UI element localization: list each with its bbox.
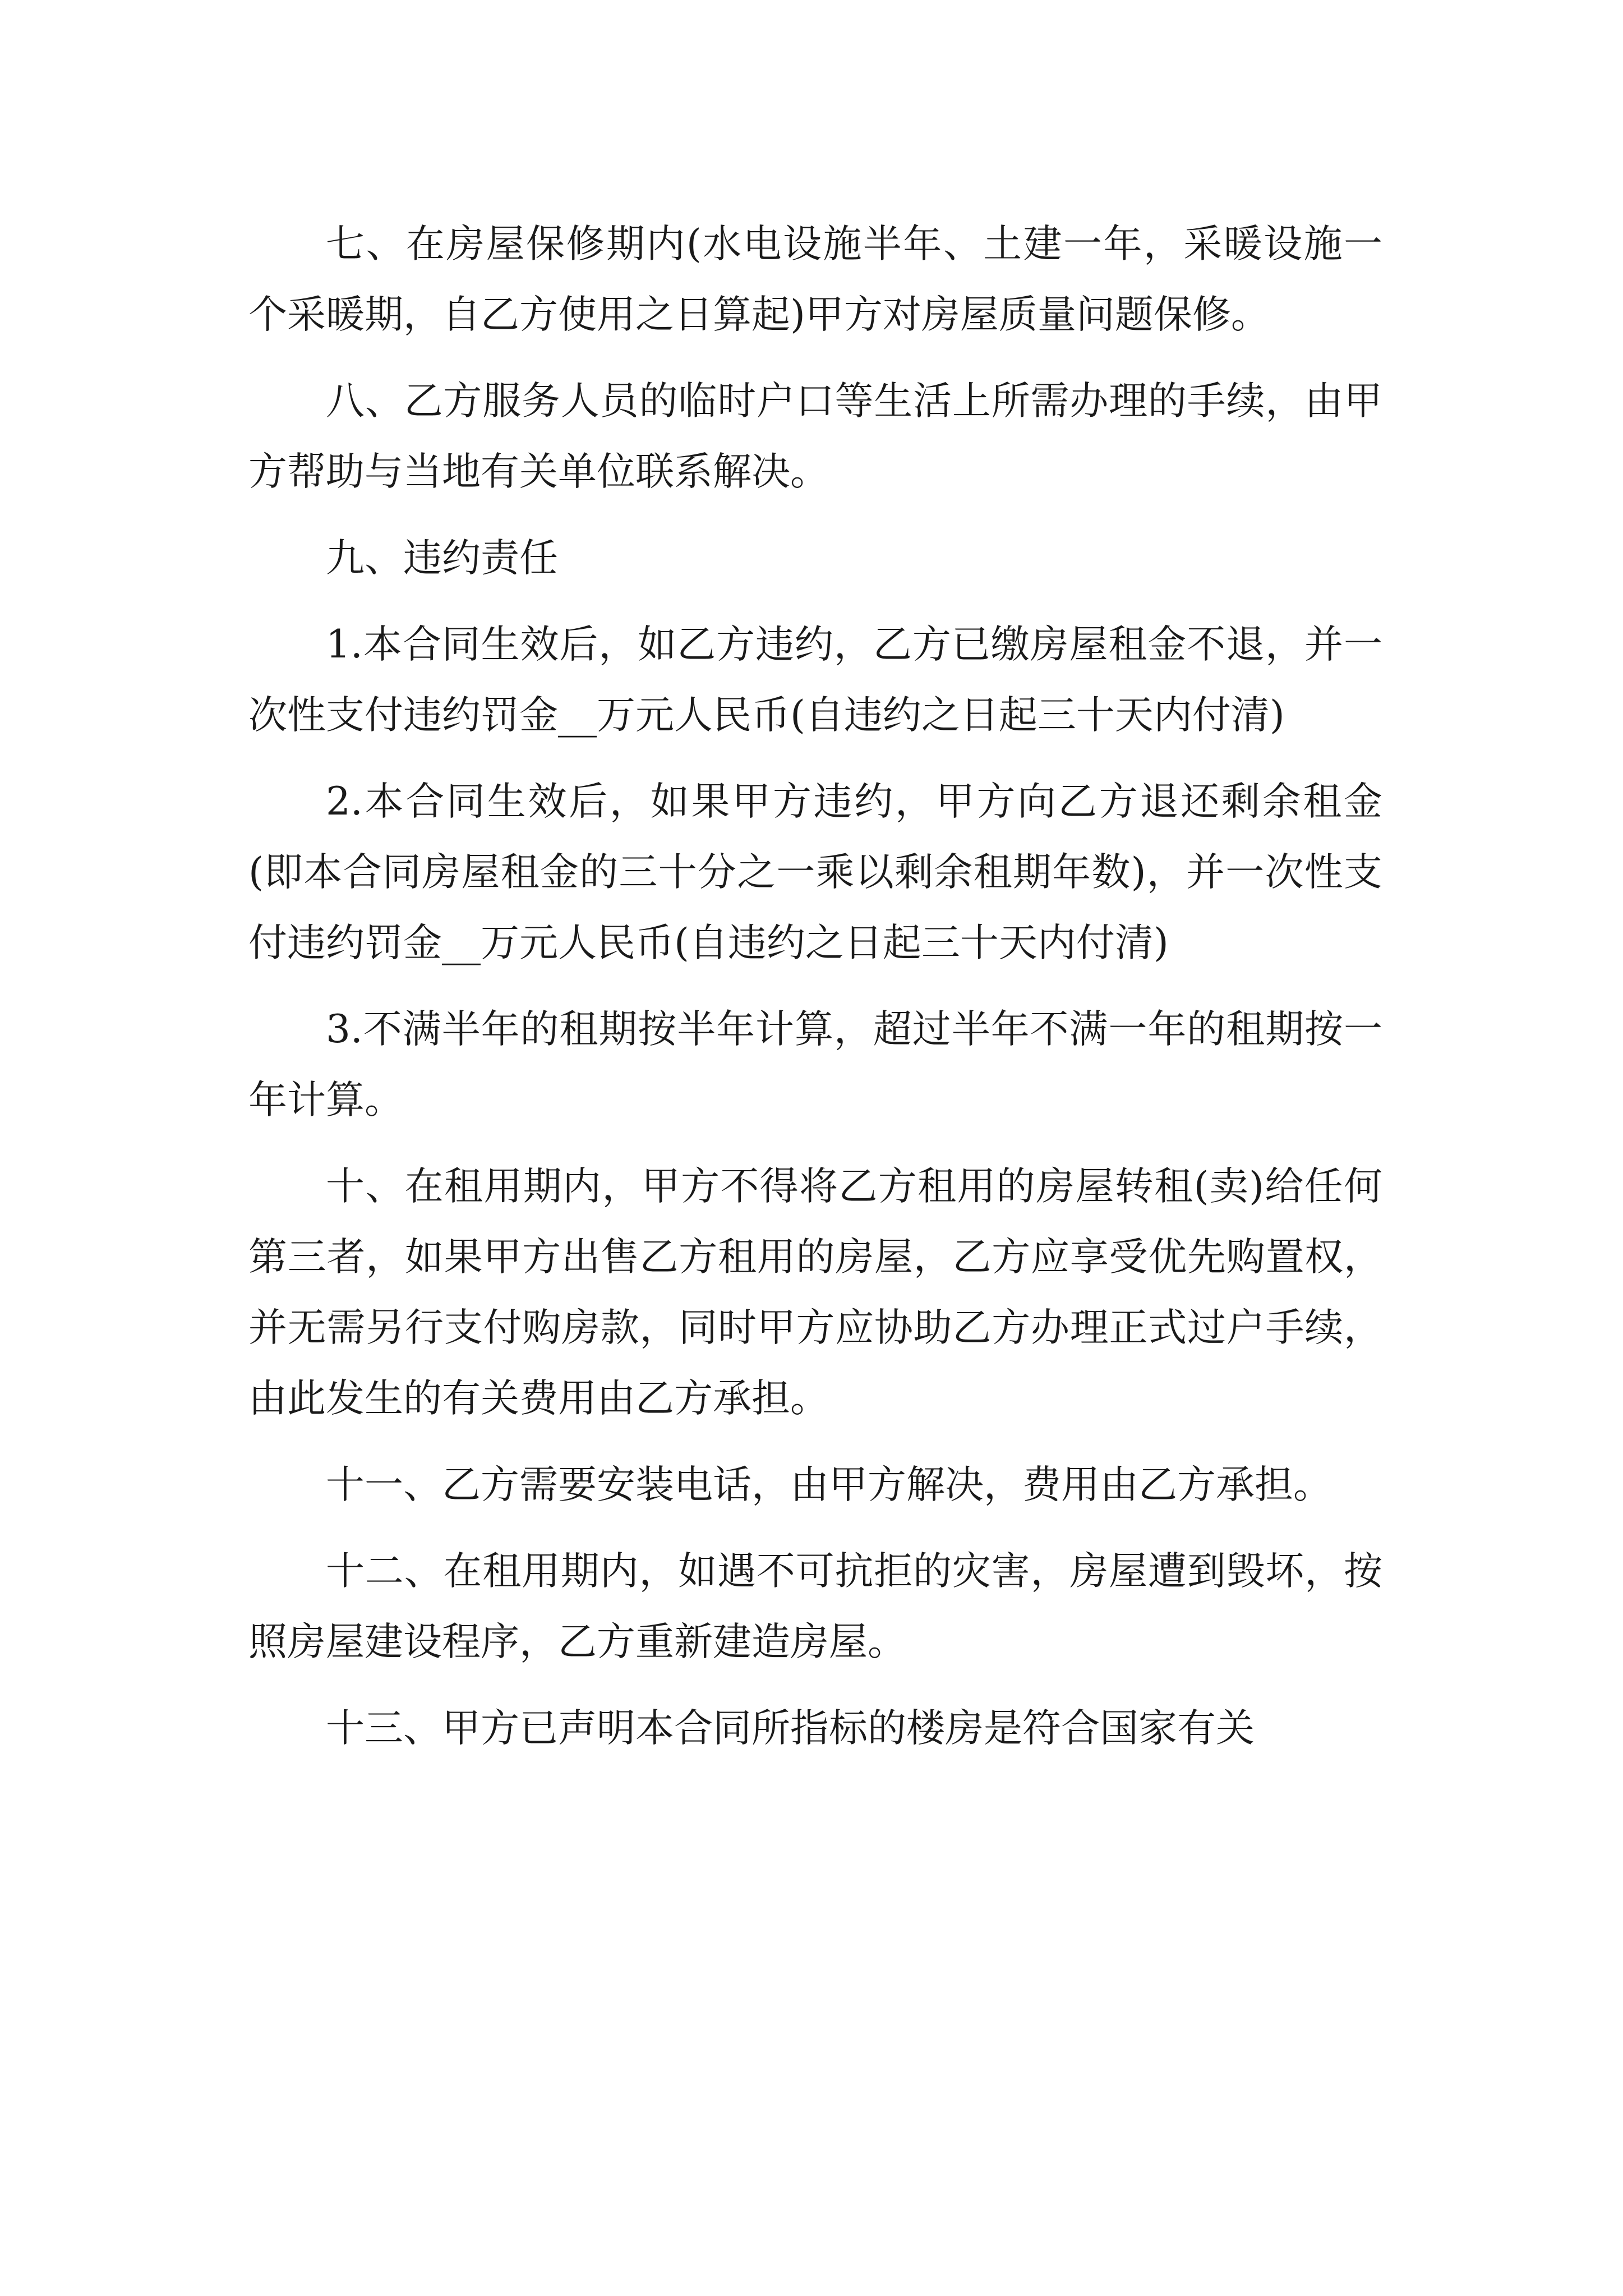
document-body: [248, 209, 1382, 1779]
clause-9-item-1: 1.本合同生效后，如乙方违约，乙方已缴房屋租金不退，并一次性支付违约罚金__万元人民币(自违约之日起三十天内付清): [248, 622, 1382, 738]
clause-12-paragraph: 十二、在租用期内，如遇不可抗拒的灾害，房屋遭到毁坏，按照房屋建设程序，乙方重新建造房屋。: [248, 1549, 1382, 1664]
clause-9-heading: 九、违约责任: [326, 536, 558, 581]
clause-9-item-3: 3.不满半年的租期按半年计算，超过半年不满一年的租期按一年计算。: [248, 1007, 1382, 1122]
clause-10-paragraph: 十、在租用期内，甲方不得将乙方租用的房屋转租(卖)给任何第三者，如果甲方出售乙方租用的房屋，乙方应享受优先购置权，并无需另行支付购房款，同时甲方应协助乙方办理正式过户手续，由此发生的有关费用由乙方承担。: [248, 1164, 1382, 1421]
clause-8-paragraph: 八、乙方服务人员的临时户口等生活上所需办理的手续，由甲方帮助与当地有关单位联系解决。: [248, 379, 1382, 494]
clause-11-paragraph: 十一、乙方需要安装电话，由甲方解决，费用由乙方承担。: [326, 1462, 1332, 1507]
clause-9-item-2: 2.本合同生效后，如果甲方违约，甲方向乙方退还剩余租金(即本合同房屋租金的三十分之一乘以剩余租期年数)，并一次性支付违约罚金__万元人民币(自违约之日起三十天内付清): [248, 779, 1382, 965]
clause-13-paragraph: 十三、甲方已声明本合同所指标的楼房是符合国家有关: [326, 1706, 1255, 1751]
clause-7-paragraph: 七、在房屋保修期内(水电设施半年、土建一年，采暖设施一个采暖期，自乙方使用之日算起)甲方对房屋质量问题保修。: [248, 222, 1382, 337]
